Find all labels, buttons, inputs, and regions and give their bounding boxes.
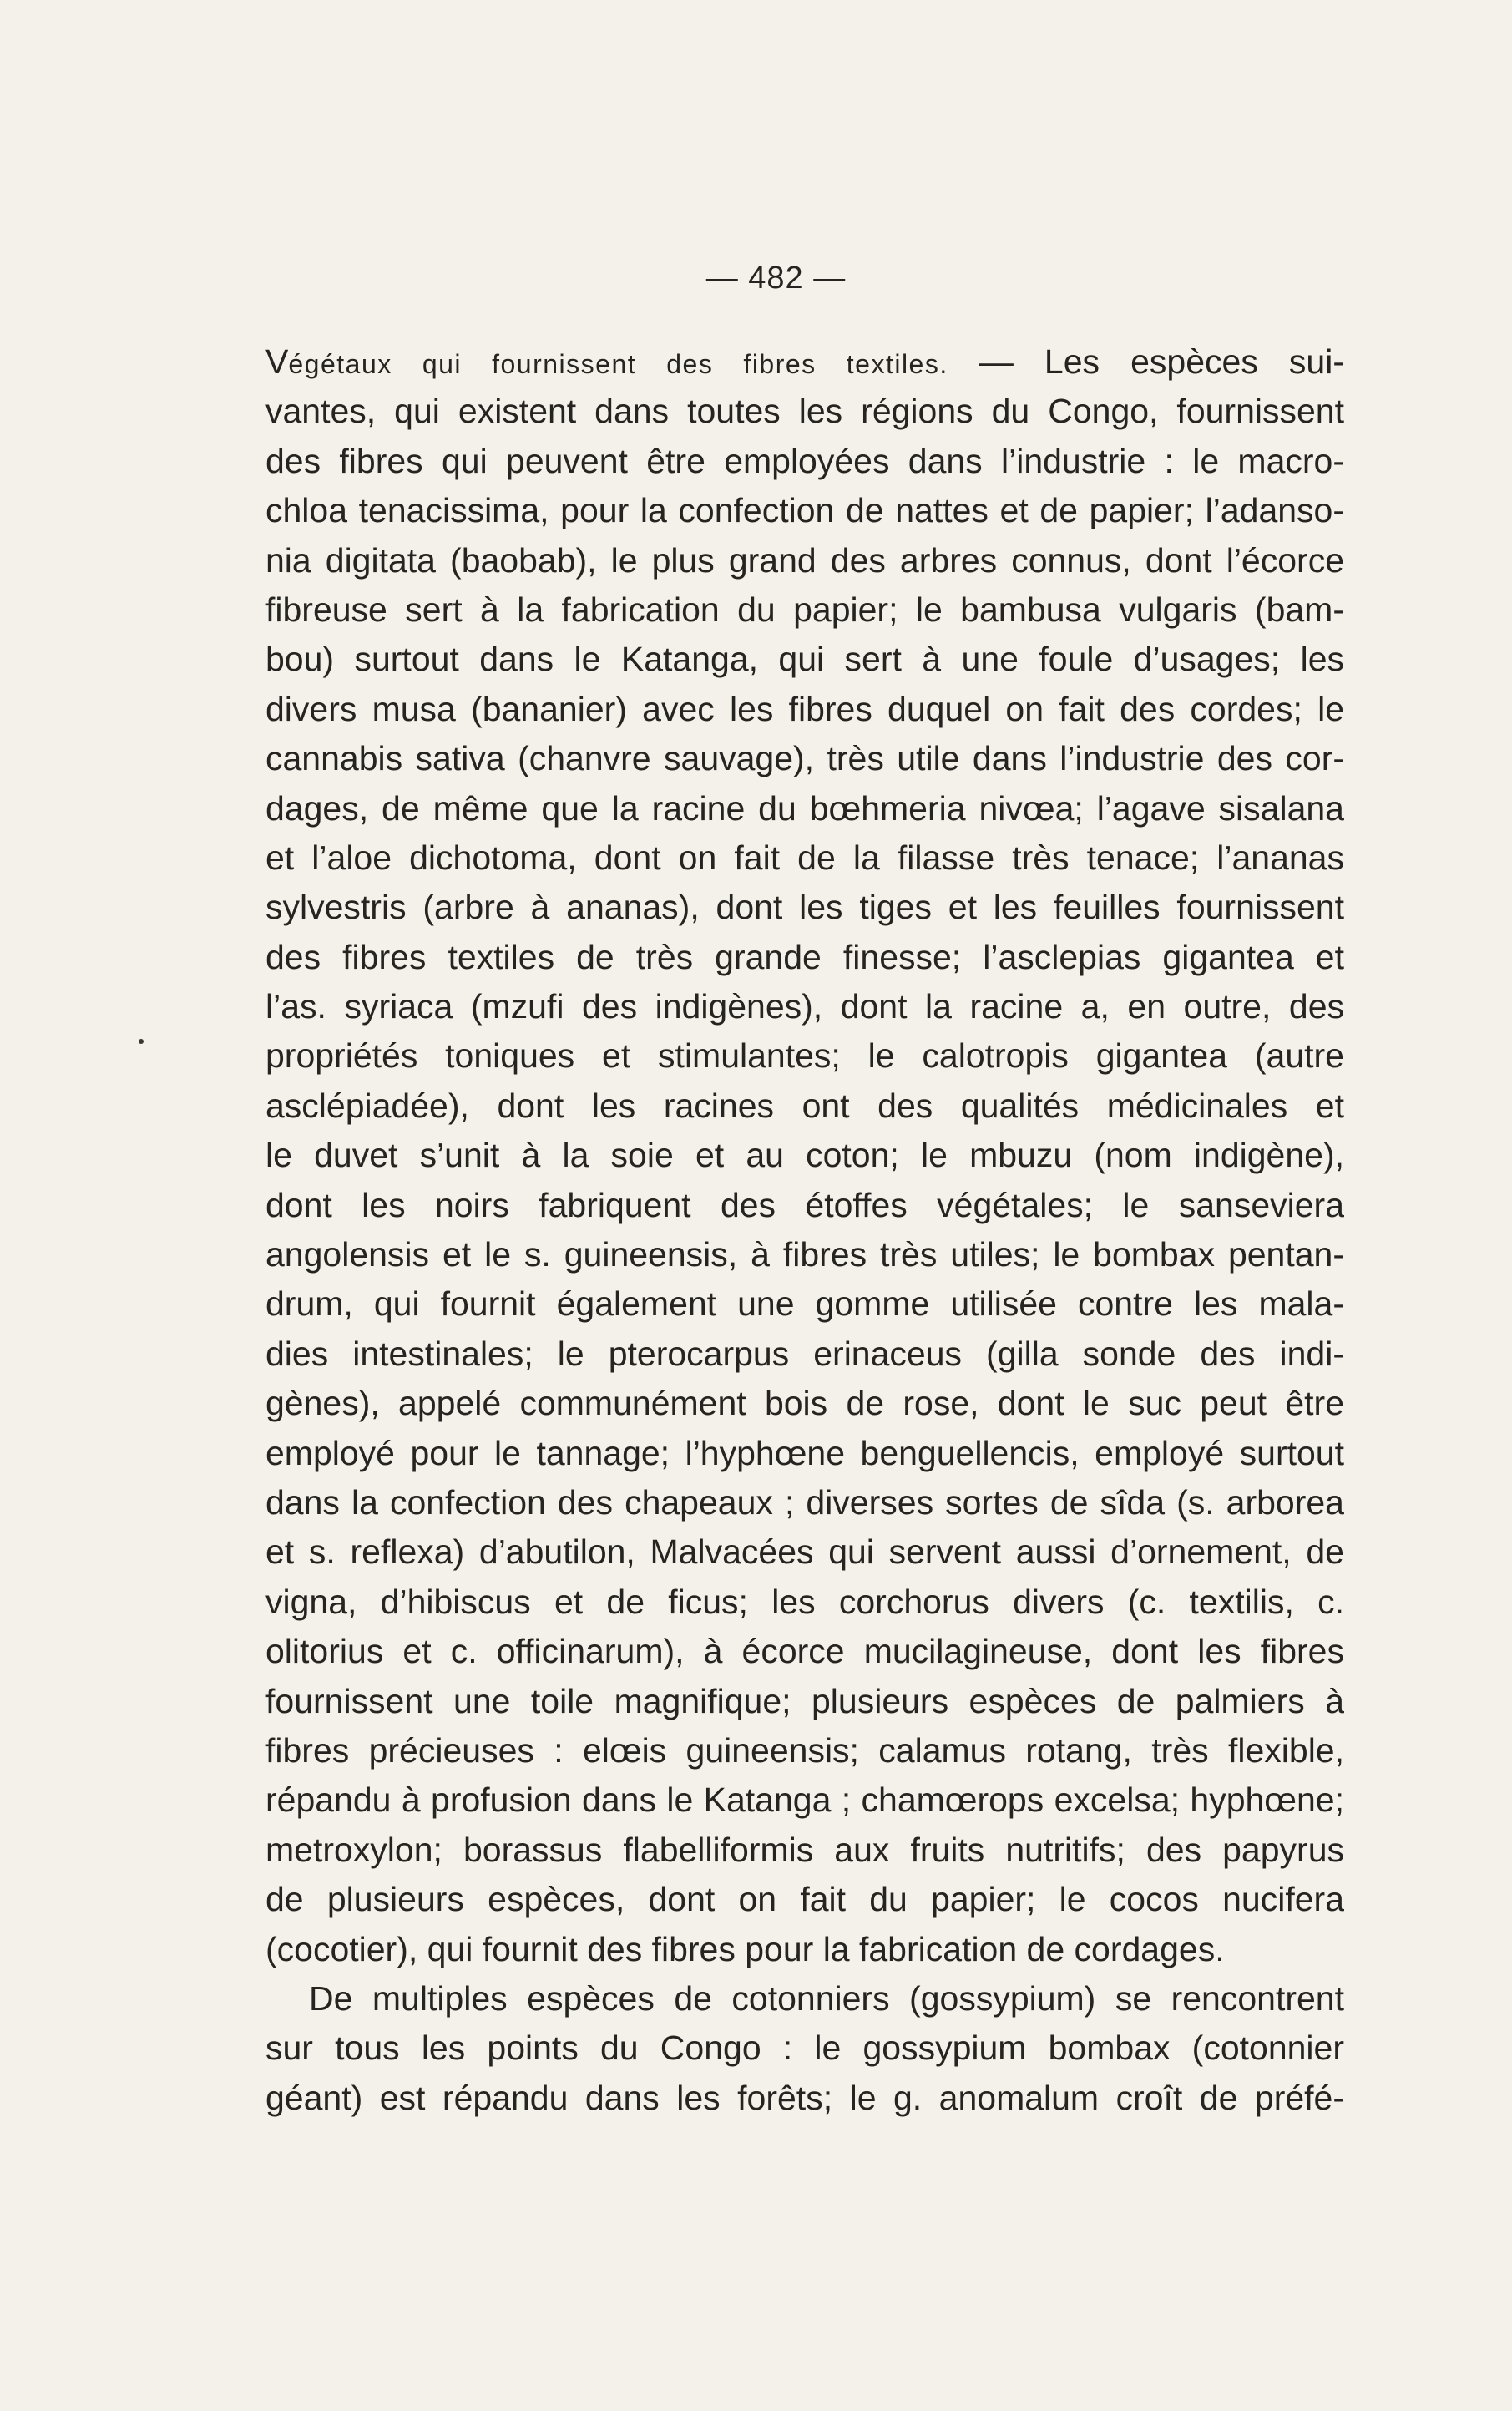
text-line: vigna, d’hibiscus et de ficus; les corchorus divers (c. textilis, c.: [265, 1582, 1344, 1621]
text-line: propriétés toniques et stimulantes; le calotropis gigantea (autre: [265, 1036, 1344, 1076]
text-line: asclépiadée), dont les racines ont des qualités médicinales et: [265, 1086, 1344, 1125]
text-line: cannabis sativa (chanvre sauvage), très utile dans l’industrie des cor-: [265, 739, 1344, 778]
text-line: olitorius et c. officinarum), à écorce mucilagineuse, dont les fibres: [265, 1632, 1344, 1671]
text-line: des fibres textiles de très grande finesse; l’asclepias gigantea et: [265, 937, 1344, 976]
text-line: fibreuse sert à la fabrication du papier; le bambusa vulgaris (bam-: [265, 590, 1344, 629]
text-line: l’as. syriaca (mzufi des indigènes), dont la racine a, en outre, des: [265, 987, 1344, 1026]
text-line: fibres précieuses : elœis guineensis; calamus rotang, très flexible,: [265, 1730, 1344, 1770]
page-number: — 482 —: [705, 261, 847, 296]
text-line: dont les noirs fabriquent des étoffes végétales; le sanseviera: [265, 1185, 1344, 1224]
body-text: [265, 337, 1344, 2123]
text-line: metroxylon; borassus flabelliformis aux fruits nutritifs; des papyrus: [265, 1830, 1344, 1869]
text-line: le duvet s’unit à la soie et au coton; le mbuzu (nom indigène),: [265, 1136, 1344, 1175]
text-line: géant) est répandu dans les forêts; le g. anomalum croît de préfé-: [265, 2078, 1344, 2117]
text-line: répandu à profusion dans le Katanga ; chamœrops excelsa; hyphœne;: [265, 1780, 1344, 1820]
section-heading: Végétaux qui fournissent des fibres textiles.: [265, 342, 948, 381]
text-line: dies intestinales; le pterocarpus erinaceus (gilla sonde des indi-: [265, 1334, 1344, 1373]
margin-mark: [139, 1039, 144, 1044]
text-line: drum, qui fournit également une gomme utilisée contre les mala-: [265, 1284, 1344, 1324]
text-line: gènes), appelé communément bois de rose, dont le suc peut être: [265, 1384, 1344, 1423]
text-line: bou) surtout dans le Katanga, qui sert à une foule d’usages; les: [265, 640, 1344, 679]
text-line: et l’aloe dichotoma, dont on fait de la filasse très tenace; l’ananas: [265, 838, 1344, 877]
text-line: angolensis et le s. guineensis, à fibres très utiles; le bombax pentan-: [265, 1235, 1344, 1274]
text-line: et s. reflexa) d’abutilon, Malvacées qui servent aussi d’ornement, de: [265, 1532, 1344, 1572]
text-line: sylvestris (arbre à ananas), dont les tiges et les feuilles fournissent: [265, 888, 1344, 927]
text-line: (cocotier), qui fournit des fibres pour la fabrication de cordages.: [265, 1929, 1225, 1968]
text-line: sur tous les points du Congo : le gossypium bombax (cotonnier: [265, 2029, 1344, 2068]
text-line: employé pour le tannage; l’hyphœne benguellencis, employé surtout: [265, 1433, 1344, 1472]
text-line: dages, de même que la racine du bœhmeria nivœa; l’agave sisalana: [265, 788, 1344, 828]
text-line: vantes, qui existent dans toutes les régions du Congo, fournissent: [265, 392, 1344, 431]
text-line: de plusieurs espèces, dont on fait du papier; le cocos nucifera: [265, 1880, 1344, 1919]
text-line-heading: Végétaux qui fournissent des fibres textiles. — Les espèces sui-: [265, 342, 1344, 381]
text-line: fournissent une toile magnifique; plusieurs espèces de palmiers à: [265, 1681, 1344, 1720]
text-line: des fibres qui peuvent être employées dans l’industrie : le macro-: [265, 441, 1344, 480]
text-line: dans la confection des chapeaux ; diverses sortes de sîda (s. arborea: [265, 1482, 1344, 1522]
text-line: nia digitata (baobab), le plus grand des arbres connus, dont l’écorce: [265, 540, 1344, 580]
text-line: De multiples espèces de cotonniers (gossypium) se rencontrent: [309, 1978, 1344, 2018]
text-line: chloa tenacissima, pour la confection de nattes et de papier; l’adanso-: [265, 491, 1344, 530]
text-line: divers musa (bananier) avec les fibres duquel on fait des cordes; le: [265, 689, 1344, 728]
